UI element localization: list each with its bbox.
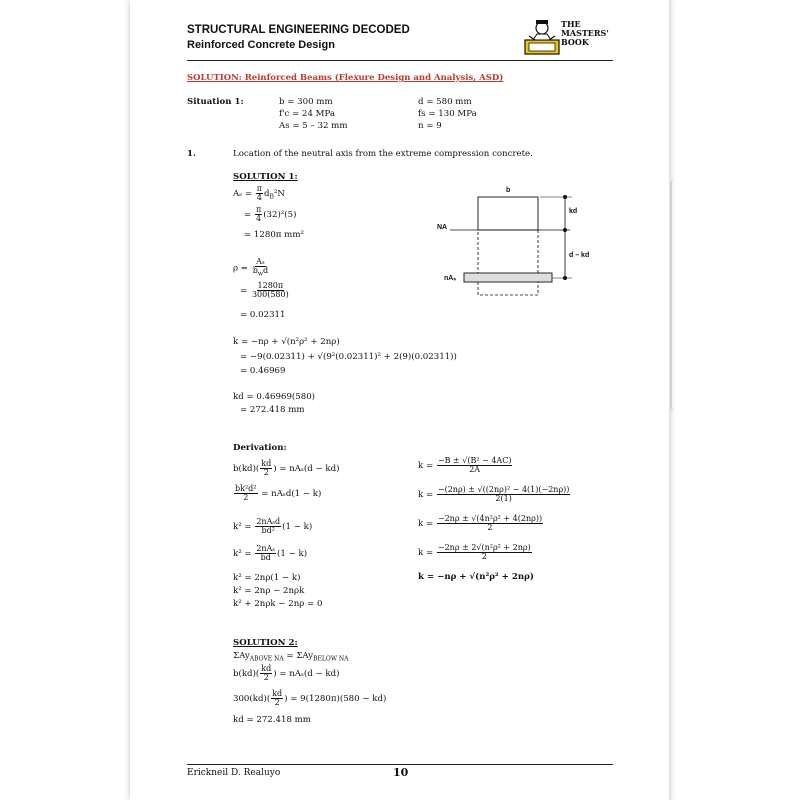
problem-number: 1. xyxy=(187,149,196,159)
rho-numerator: 1280π xyxy=(257,281,284,290)
logo-figure-icon xyxy=(523,18,561,56)
rho-formula: ρ = $\frac{\text{Aₛ}}{b_wd}$ xyxy=(233,257,269,278)
deriv-left-5: k² = 2nρ(1 − k) xyxy=(233,573,301,583)
sol2-result: kd = 272.418 mm xyxy=(233,715,311,725)
situation-n: n = 9 xyxy=(418,121,442,131)
sol2-sum-above: ΣAy xyxy=(233,651,250,661)
diagram-label-d-kd: d – kd xyxy=(569,252,590,259)
logo-line1: THE xyxy=(561,19,581,29)
deriv-right-1: k = $\frac{\text{−B ± √(B² − 4AC)}}{2A}$ xyxy=(418,456,512,474)
situation-fs: fs = 130 MPa xyxy=(418,109,477,119)
scrollbar[interactable] xyxy=(670,180,680,410)
deriv-left-7: k² + 2nρk − 2nρ = 0 xyxy=(233,599,323,609)
derivation-heading: Derivation: xyxy=(233,443,287,453)
deriv-left-3: k² = $\frac{\text{2nAₛd}}{\text{bd²}}$ (1 − k) xyxy=(233,517,313,535)
cracked-section-outline xyxy=(478,230,538,295)
solution-heading: SOLUTION: Reinforced Beams (Flexure Design and Analysis, ASD) xyxy=(187,73,504,83)
dim-dot-mid xyxy=(563,228,567,232)
kd-result: = 272.418 mm xyxy=(240,405,305,415)
rho-result: = 0.02311 xyxy=(240,310,286,320)
header-subtitle: Reinforced Concrete Design xyxy=(187,39,335,51)
solution2-heading: SOLUTION 2: xyxy=(233,638,298,648)
deriv-left-6: k² = 2nρ − 2nρk xyxy=(233,586,305,596)
k-substitution: = −9(0.02311) + √(9²(0.02311)² + 2(9)(0.02311)) xyxy=(240,352,457,362)
solution1-heading: SOLUTION 1: xyxy=(233,172,298,182)
deriv-left-4: k² = $\frac{\text{2nAₛ}}{bd}$ (1 − k) xyxy=(233,544,308,562)
deriv-left-2: $\frac{\text{bk²d²}}{2}$ = nAₛd(1 − k) xyxy=(235,484,322,502)
sol2-line3: 300(kd)( $\frac{kd}{2}$ ) = 9(1280π)(580 − kd) xyxy=(233,689,387,707)
situation-label: Situation 1: xyxy=(187,97,244,107)
sol2-sum-below: = ΣAy xyxy=(283,651,314,661)
deriv-right-final: k = −nρ + √(n²ρ² + 2nρ) xyxy=(418,572,534,582)
page-number: 10 xyxy=(393,766,409,779)
beam-section-diagram xyxy=(430,185,610,300)
sol2-sub-above: ABOVE NA xyxy=(249,655,284,663)
masters-book-logo xyxy=(523,18,623,58)
deriv-left-1: b(kd)( $\frac{kd}{2}$ ) = nAₛ(d − kd) xyxy=(233,459,340,477)
sol2-sub-below: BELOW NA xyxy=(313,655,349,663)
sol2-line2: b(kd)( $\frac{kd}{2}$ ) = nAₛ(d − kd) xyxy=(233,664,340,682)
situation-b: b = 300 mm xyxy=(279,97,333,107)
deriv-right-4: k = $\frac{\text{−2nρ ± 2√(n²ρ² + 2nρ)}}{2}$ xyxy=(418,543,531,561)
diagram-label-b: b xyxy=(506,187,511,194)
logo-line2: MASTERS' xyxy=(561,28,609,38)
diagram-label-nas: nAₛ xyxy=(444,275,456,282)
problem-text: Location of the neutral axis from the extreme compression concrete. xyxy=(233,149,533,159)
logo-line3: BOOK xyxy=(561,37,589,47)
kd-formula: kd = 0.46969(580) xyxy=(233,392,316,402)
k-result: = 0.46969 xyxy=(240,366,286,376)
transformed-steel-area xyxy=(464,273,552,282)
rho-line2: = $\frac{1280\pi}{300(580)}$ xyxy=(240,281,289,299)
as-formula: Aₛ = $\frac{\pi}{4}$ $d_B^2N$ xyxy=(233,184,285,202)
dim-dot-bottom xyxy=(563,276,567,280)
diagram-label-na: NA xyxy=(437,224,448,231)
deriv-right-2: k = $\frac{\text{−(2nρ) ± √((2nρ)² − 4(1)(−2nρ))}}{2(1)}$ xyxy=(418,485,570,503)
diagram-label-kd: kd xyxy=(569,208,578,215)
as-result: = 1280π mm² xyxy=(244,230,304,240)
sol2-line1 xyxy=(233,651,348,663)
document-page xyxy=(130,0,670,800)
compression-block xyxy=(478,197,538,230)
as-substitution: (32)²(5) xyxy=(263,210,297,220)
as-line2: = $\frac{\pi}{4}$ (32)²(5) xyxy=(244,205,297,223)
rho-denominator: 300(580) xyxy=(251,290,289,299)
footer-rule xyxy=(187,764,613,765)
situation-as: As = 5 – 32 mm xyxy=(279,121,348,131)
footer-author: Erickneil D. Realuyo xyxy=(187,768,281,778)
situation-d: d = 580 mm xyxy=(418,97,472,107)
deriv-right-3: k = $\frac{\text{−2nρ ± √(4n²ρ² + 4(2nρ))}}{2}$ xyxy=(418,514,543,532)
k-formula: k = −nρ + √(n²ρ² + 2nρ) xyxy=(233,337,340,347)
header-title: STRUCTURAL ENGINEERING DECODED xyxy=(187,24,410,36)
dim-dot-top xyxy=(563,195,567,199)
situation-fc: f'c = 24 MPa xyxy=(279,109,336,119)
header-rule xyxy=(187,60,613,61)
